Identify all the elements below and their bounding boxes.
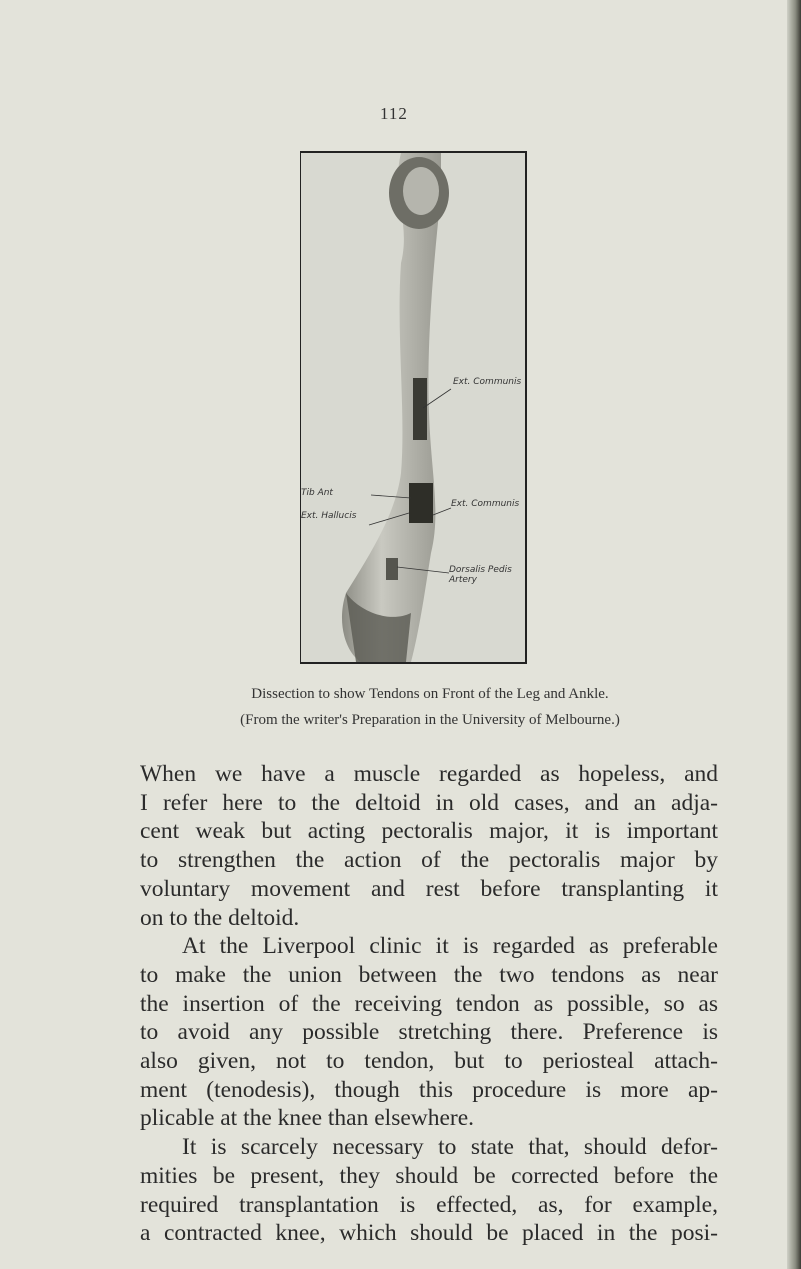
text-line: At the Liverpool clinic it is regarded as preferable <box>182 933 718 960</box>
label-ext-communis-lower: Ext. Communis <box>451 499 520 509</box>
label-ext-communis-upper: Ext. Communis <box>453 377 522 387</box>
label-ext-hallucis: Ext. Hallucis <box>301 511 357 521</box>
text-line: also given, not to tendon, but to periosteal attach- <box>140 1048 718 1075</box>
figure-caption-source: (From the writer's Preparation in the University of Melbourne.) <box>240 712 620 728</box>
text-line: on to the deltoid. <box>140 904 300 931</box>
text-line: to avoid any possible stretching there. Preference is <box>140 1019 718 1046</box>
leg-dissection-image <box>301 153 525 662</box>
dissection-photograph <box>300 151 527 664</box>
figure-caption-title: Dissection to show Tendons on Front of the Leg and Ankle. <box>251 686 609 702</box>
page-edge-shadow <box>787 0 801 1269</box>
label-tib-ant: Tib Ant <box>301 488 333 498</box>
text-line: required transplantation is effected, as, for example, <box>140 1191 718 1218</box>
text-line: to strengthen the action of the pectoralis major by <box>140 847 718 874</box>
text-line: cent weak but acting pectoralis major, it is important <box>140 818 718 845</box>
text-line: voluntary movement and rest before transplanting it <box>140 875 718 902</box>
page-number: 112 <box>380 104 408 123</box>
text-line: a contracted knee, which should be placed in the posi- <box>140 1220 718 1247</box>
label-dorsalis-pedis: Dorsalis Pedis Artery <box>449 565 512 585</box>
text-line: mities be present, they should be corrected before the <box>140 1162 718 1189</box>
text-line: to make the union between the two tendons as near <box>140 961 718 988</box>
text-line: I refer here to the deltoid in old cases, and an adja- <box>140 789 718 816</box>
text-line: the insertion of the receiving tendon as possible, so as <box>140 990 718 1017</box>
text-line: plicable at the knee than elsewhere. <box>140 1105 475 1132</box>
text-line: When we have a muscle regarded as hopeless, and <box>140 761 718 787</box>
body-text <box>140 760 718 1248</box>
text-line: It is scarcely necessary to state that, should defor- <box>182 1134 718 1161</box>
text-line: ment (tenodesis), though this procedure is more ap- <box>140 1076 718 1103</box>
